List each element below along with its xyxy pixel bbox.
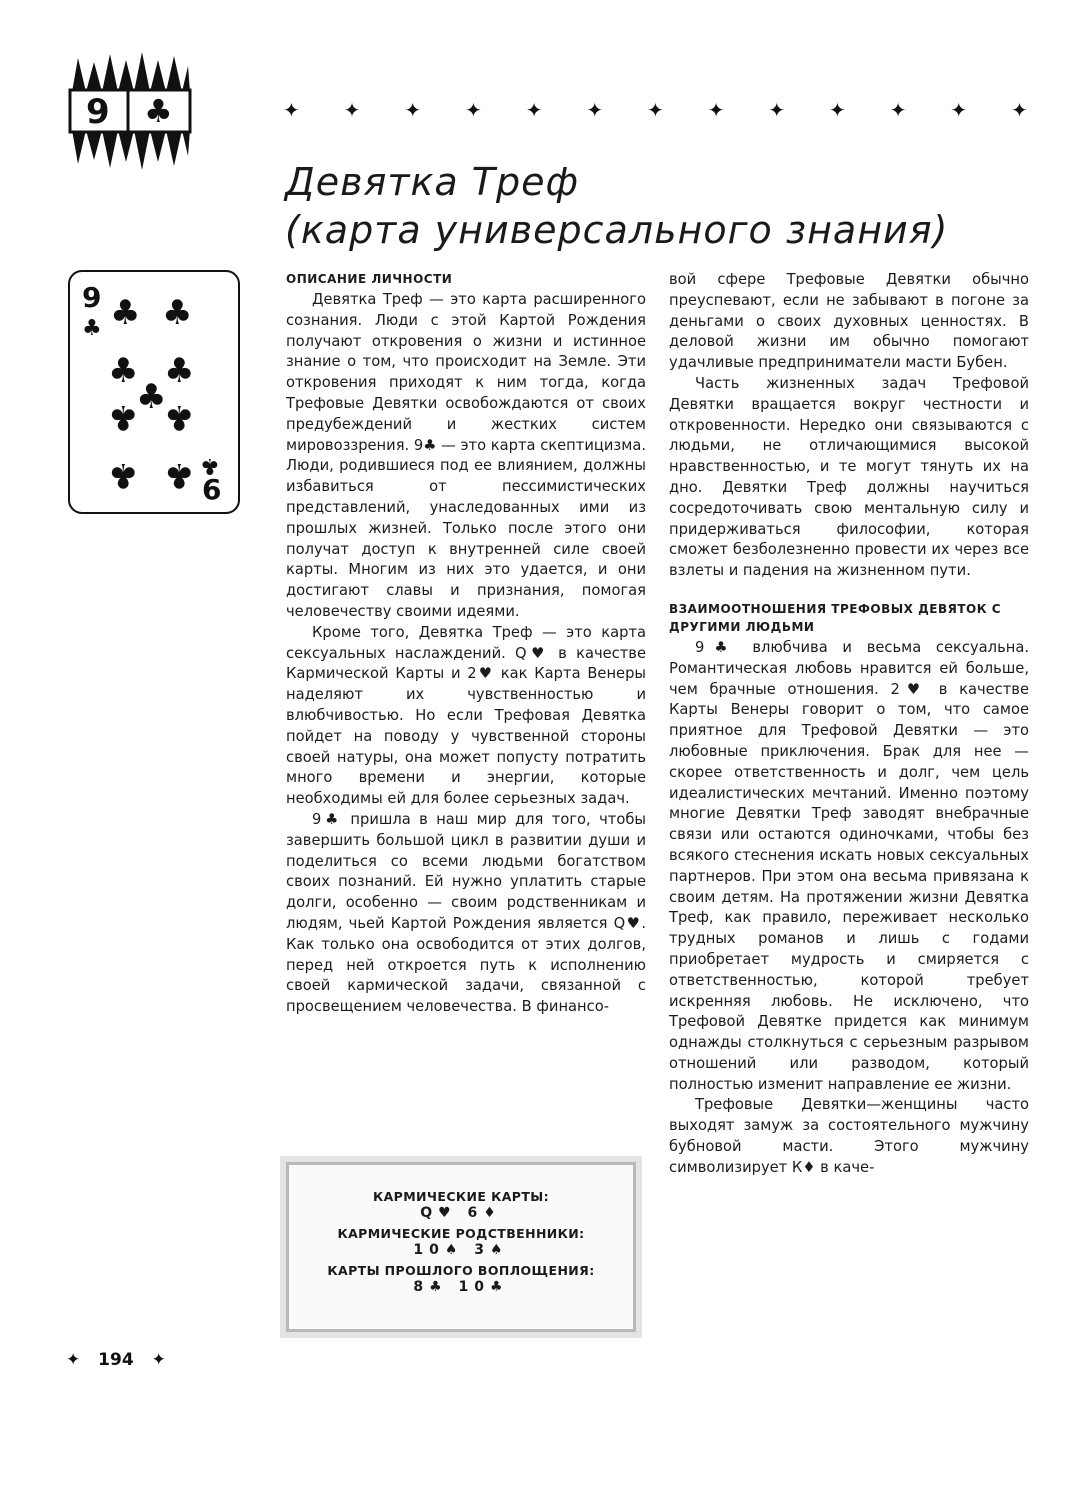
club-icon: ♣ — [164, 455, 195, 495]
page-number: 194 — [98, 1350, 134, 1370]
card-corner-rank-top: 9 — [82, 281, 102, 314]
club-icon: ♣ — [108, 455, 139, 495]
ornament-icon: ✦ — [707, 98, 725, 122]
sunburst-icon — [64, 52, 194, 170]
paragraph: Часть жизненных задач Трефовой Девятки вращается вокруг честности и откровенности. Нередко они связываются с людьми, не отличающимися высокой нравственностью, и те могут тянуть их на дно. Девятки Треф должны научиться сосредоточивать свою ментальную силу и придерживаться философии, которая сможет безболезненно провести их через все взлеты и падения на жизненном пути. — [669, 374, 1029, 580]
section-heading-relationships: ВЗАИМООТНОШЕНИЯ ТРЕФОВЫХ ДЕВЯТОК С ДРУГИМИ ЛЮДЬМИ — [669, 601, 1002, 634]
paragraph: 9♣ влюбчива и весьма сексуальна. Романтическая любовь нравится ей больше, чем брачные отношения. 2♥ в качестве Карты Венеры говорит о том, что самое приятное для Трефовой Девятки — это любовные приключения. Брак для нее — скорее ответственность и долг, чем цель идеалистических мечтаний. Именно поэтому многие Девятки Треф заводят внебрачные связи или остаются одиночками, чтобы без всякого стеснения искать новых сексуальных партнеров. При этом она весьма привязана к своим детям. На протяжении жизни Девятка Треф, как правило, переживает несколько трудных романов и лишь с годами приобретает мудрость и смиряется с ответственностью, которой требует искренняя любовь. Не исключено, что Трефовой Девятке придется как минимум однажды столкнуться с серьезным разрывом отношений или разводом, который полностью изменит направление ее жизни. — [669, 638, 1029, 1093]
card-badge — [64, 52, 194, 170]
ornament-icon: ✦ — [647, 98, 664, 122]
left-column — [286, 270, 646, 1018]
paragraph: 9♣ пришла в наш мир для того, чтобы завершить большой цикл в развитии души и поделиться со всеми людьми богатством своих познаний. Ей нужно уплатить старые долги, особенно — своим родственникам и людям, чьей Картой Рождения является Q♥. Как только она освободится от этих долгов, перед ней откроется путь к исполнению своей кармической задачи, связанной с просвещением человечества. В финансо- — [286, 810, 646, 1016]
section-heading-personality: ОПИСАНИЕ ЛИЧНОСТИ — [286, 272, 453, 286]
past-life-value: 8♣ 10♣ — [413, 1279, 509, 1295]
club-icon: ♣ — [200, 453, 220, 478]
page-title — [285, 158, 948, 254]
club-icon: ♣ — [162, 293, 193, 333]
club-icon: ♣ — [82, 316, 102, 341]
karmic-cards-value: Q♥ 6♦ — [420, 1205, 502, 1221]
right-column — [669, 270, 1029, 1179]
ornament-icon: ✦ — [1011, 98, 1028, 122]
paragraph: Кроме того, Девятка Треф — это карта сексуальных наслаждений. Q♥ в качестве Кармической Карты и 2♥ как Карта Венеры наделяют их чувственностью и влюбчивостью. Но если Трефовая Девятка пойдет на поводу у чувственной стороны своей натуры, она может попусту потратить много времени и энергии, которые необходимы ей для более серьезных задач. — [286, 623, 646, 808]
playing-card — [68, 270, 240, 514]
ornament-icon: ✦ — [889, 98, 907, 122]
ornament-icon: ✦ — [586, 98, 604, 122]
ornament-icon: ✦ — [465, 98, 482, 122]
ornament-icon: ✦ — [525, 98, 543, 122]
paragraph: Девятка Треф — это карта расширенного сознания. Люди с этой Картой Рождения получают откровения о жизни и истинное знание о том, что происходит на Земле. Эти откровения приходят к ним тогда, когда Трефовые Девятки освобождаются от своих предубеждений и жестких систем мировоззрения. 9♣ — это карта скептицизма. Люди, родившиеся под ее влиянием, должны избавиться от пессимистических представлений, унаследованных ими из прошлых жизней. Только после этого они получат доступ к внутренней силе своей карты. Многим из них это удается, и они достигают славы и признания, помогая человечеству своими идеями. — [286, 291, 646, 620]
karmic-cards-box — [286, 1162, 636, 1332]
club-icon: ♣ — [144, 92, 173, 130]
ornament-icon: ✦ — [283, 98, 300, 122]
paragraph-continuation: вой сфере Трефовые Девятки обычно преуспевают, если не забывают в погоне за деньгами о своих духовных ценностях. В деловой жизни им обычно помогают удачливые предприниматели масти Бубен. — [669, 271, 1029, 372]
club-icon: ♣ — [136, 377, 167, 417]
club-icon: ♣ — [164, 351, 195, 391]
ornament-icon: ✦ — [404, 98, 422, 122]
badge-rank: 9 — [86, 92, 110, 132]
ornament-icon: ✦ — [829, 98, 846, 122]
title-line-1: Девятка Треф — [285, 160, 579, 204]
karmic-cards-label: КАРМИЧЕСКИЕ КАРТЫ: — [372, 1189, 550, 1204]
club-icon: ♣ — [110, 293, 141, 333]
ornament-icon: ✦ — [768, 98, 786, 122]
karmic-relatives-label: КАРМИЧЕСКИЕ РОДСТВЕННИКИ: — [337, 1226, 585, 1241]
ornament-icon: ✦ — [343, 98, 361, 122]
card-corner-rank-bottom: 6 — [202, 473, 222, 506]
paragraph: Трефовые Девятки—женщины часто выходят замуж за состоятельного мужчину бубновой масти. Этого мужчину символизирует К♦ в каче- — [669, 1096, 1029, 1176]
club-icon: ♣ — [108, 351, 139, 391]
past-life-label: КАРТЫ ПРОШЛОГО ВОПЛОЩЕНИЯ: — [327, 1263, 595, 1278]
club-icon: ♣ — [164, 397, 195, 437]
club-icon: ♣ — [108, 397, 139, 437]
ornament-icon: ✦ — [151, 1350, 166, 1370]
ornament-icon: ✦ — [950, 98, 968, 122]
ornament-row — [283, 100, 1028, 120]
karmic-relatives-value: 10♠ 3♠ — [413, 1242, 509, 1258]
title-line-2: (карта универсального знания) — [285, 208, 949, 252]
page-footer — [66, 1350, 178, 1370]
ornament-icon: ✦ — [66, 1350, 81, 1370]
